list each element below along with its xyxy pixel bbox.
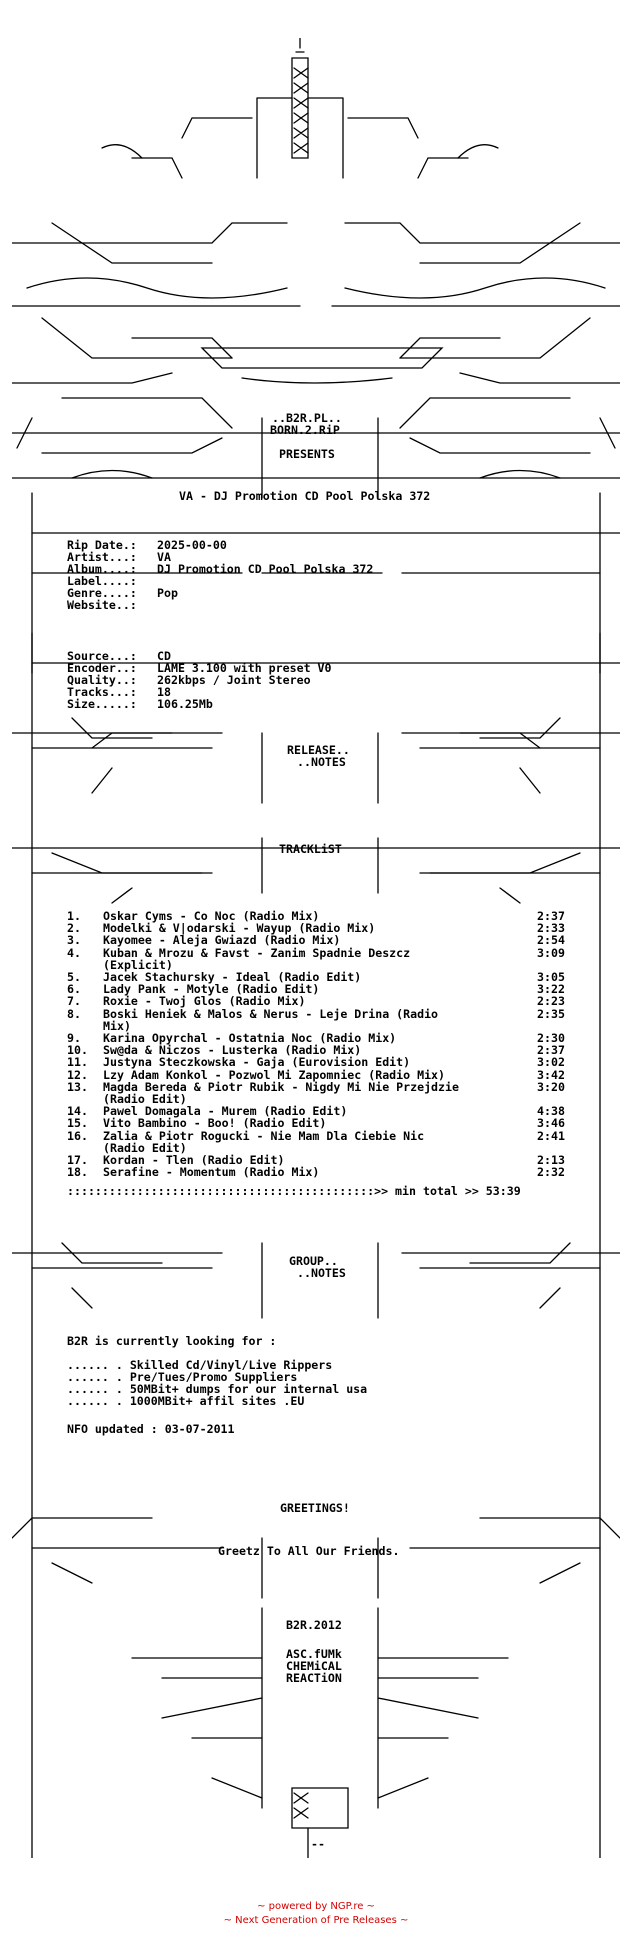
track-time: 2:30 bbox=[537, 1031, 565, 1045]
group-intro: B2R is currently looking for : bbox=[67, 1334, 277, 1348]
source-label: Source...: bbox=[67, 649, 137, 663]
track-number: 16. bbox=[67, 1128, 88, 1143]
quality-label: Quality..: bbox=[67, 673, 137, 687]
nfo-footer bbox=[0, 1900, 632, 1928]
track-title: Oskar Cyms - Co Noc (Radio Mix) bbox=[103, 909, 320, 923]
album-value: DJ Promotion CD Pool Polska 372 bbox=[157, 562, 374, 576]
track-time: 2:37 bbox=[537, 1043, 565, 1058]
source-value: CD bbox=[157, 649, 171, 663]
track-title: Kayomee - Aleja Gwiazd (Radio Mix) bbox=[103, 933, 341, 948]
credit-line: REACTiON bbox=[286, 1671, 342, 1685]
track-number: 12. bbox=[67, 1067, 88, 1082]
encoder-label: Encoder..: bbox=[67, 661, 137, 675]
track-number: 18. bbox=[67, 1165, 88, 1180]
track-time: 3:09 bbox=[537, 945, 565, 960]
total-line: ::::::::::::::::::::::::::::::::::::::::::::>> min total >> 53:39 bbox=[67, 1184, 521, 1198]
release-notes-title-1: RELEASE.. bbox=[287, 743, 350, 757]
track-number: 4. bbox=[67, 945, 81, 960]
track-time: 2:54 bbox=[537, 933, 565, 948]
genre-label: Genre....: bbox=[67, 586, 137, 600]
track-title: Lzy Adam Konkol - Pozwol Mi Zapomniec (Radio Mix) bbox=[103, 1067, 446, 1082]
track-number: 11. bbox=[67, 1055, 88, 1070]
track-number: 15. bbox=[67, 1116, 88, 1131]
track-time: 2:35 bbox=[537, 1006, 565, 1021]
genre-value: Pop bbox=[157, 586, 178, 600]
credit-line: CHEMiCAL bbox=[286, 1659, 342, 1673]
credit-line: ASC.fUMk bbox=[286, 1647, 342, 1661]
tracklist-title: TRACKLiST bbox=[279, 842, 342, 856]
track-time: 3:05 bbox=[537, 970, 565, 984]
group-tag: ..B2R.PL.. bbox=[272, 411, 342, 425]
track-title: Lady Pank - Motyle (Radio Edit) bbox=[103, 982, 320, 997]
credit-line: B2R.2012 bbox=[286, 1618, 342, 1632]
track-time: 4:38 bbox=[537, 1104, 565, 1119]
track-time: 2:32 bbox=[537, 1165, 565, 1180]
group-item: ...... . 1000MBit+ affil sites .EU bbox=[67, 1394, 305, 1408]
rip-date-value: 2025-00-00 bbox=[157, 538, 227, 552]
artist-value: VA bbox=[157, 550, 171, 564]
track-time: 2:13 bbox=[537, 1153, 565, 1167]
track-number: 13. bbox=[67, 1079, 88, 1094]
track-title-continuation: (Explicit) bbox=[103, 957, 173, 972]
greetings-title: GREETINGS! bbox=[280, 1501, 350, 1515]
track-time: 3:46 bbox=[537, 1116, 565, 1131]
track-title: Justyna Steczkowska - Gaja (Eurovision Edit) bbox=[103, 1055, 411, 1070]
track-number: 2. bbox=[67, 921, 81, 936]
track-title: Pawel Domagala - Murem (Radio Edit) bbox=[103, 1104, 348, 1119]
footer-powered-by: ~ powered by NGP.re ~ bbox=[257, 1901, 375, 1912]
track-number: 6. bbox=[67, 982, 81, 997]
track-time: 3:02 bbox=[537, 1055, 565, 1070]
born-line: BORN.2.RiP bbox=[270, 423, 340, 437]
track-number: 9. bbox=[67, 1031, 81, 1045]
group-notes-title-2: ..NOTES bbox=[297, 1266, 346, 1280]
group-notes-title-1: GROUP.. bbox=[289, 1254, 338, 1268]
track-number: 5. bbox=[67, 970, 81, 984]
track-title: Roxie - Twoj Glos (Radio Mix) bbox=[103, 994, 306, 1009]
track-title-continuation: (Radio Edit) bbox=[103, 1092, 187, 1106]
track-time: 3:22 bbox=[537, 982, 565, 997]
track-time: 2:41 bbox=[537, 1128, 565, 1143]
track-time: 3:20 bbox=[537, 1079, 565, 1094]
track-title: Modelki & V|odarski - Wayup (Radio Mix) bbox=[103, 921, 376, 936]
group-item: ...... . 50MBit+ dumps for our internal usa bbox=[67, 1382, 368, 1396]
track-title: Kordan - Tlen (Radio Edit) bbox=[103, 1153, 285, 1167]
track-number: 3. bbox=[67, 933, 81, 948]
album-label: Album....: bbox=[67, 562, 137, 576]
presents-label: PRESENTS bbox=[279, 447, 335, 461]
group-item: ...... . Pre/Tues/Promo Suppliers bbox=[67, 1370, 298, 1384]
track-title: Vito Bambino - Boo! (Radio Edit) bbox=[103, 1116, 327, 1131]
group-item: ...... . Skilled Cd/Vinyl/Live Rippers bbox=[67, 1358, 333, 1372]
footer-tagline: ~ Next Generation of Pre Releases ~ bbox=[223, 1915, 409, 1926]
tracks-label: Tracks...: bbox=[67, 685, 137, 699]
quality-value: 262kbps / Joint Stereo bbox=[157, 673, 311, 687]
track-time: 2:37 bbox=[537, 909, 565, 923]
encoder-value: LAME 3.100 with preset V0 bbox=[157, 661, 332, 675]
track-title-continuation: Mix) bbox=[103, 1018, 131, 1033]
track-title: Karina Opyrchal - Ostatnia Noc (Radio Mix) bbox=[103, 1031, 397, 1045]
tracks-value: 18 bbox=[157, 685, 171, 699]
track-number: 17. bbox=[67, 1153, 88, 1167]
closing-dashes: -- bbox=[311, 1837, 325, 1851]
track-time: 2:33 bbox=[537, 921, 565, 936]
track-time: 3:42 bbox=[537, 1067, 565, 1082]
track-time: 2:23 bbox=[537, 994, 565, 1009]
track-number: 8. bbox=[67, 1006, 81, 1021]
artist-label: Artist...: bbox=[67, 550, 137, 564]
size-value: 106.25Mb bbox=[157, 697, 213, 711]
release-notes-title-2: ..NOTES bbox=[297, 755, 346, 769]
track-title: Serafine - Momentum (Radio Mix) bbox=[103, 1165, 320, 1180]
track-number: 1. bbox=[67, 909, 81, 923]
track-number: 10. bbox=[67, 1043, 88, 1058]
track-title-continuation: (Radio Edit) bbox=[103, 1140, 187, 1155]
size-label: Size.....: bbox=[67, 697, 137, 711]
track-title: Magda Bereda & Piotr Rubik - Nigdy Mi Nie Przejdzie bbox=[103, 1079, 459, 1094]
track-title: Kuban & Mrozu & Favst - Zanim Spadnie Deszcz bbox=[103, 945, 411, 960]
label-label: Label....: bbox=[67, 574, 137, 588]
nfo-ascii-art bbox=[12, 38, 620, 1858]
track-number: 14. bbox=[67, 1104, 88, 1119]
nfo-updated: NFO updated : 03-07-2011 bbox=[67, 1422, 235, 1436]
website-label: Website..: bbox=[67, 598, 137, 612]
release-title: VA - DJ Promotion CD Pool Polska 372 bbox=[179, 489, 431, 503]
greetz-line: Greetz To All Our Friends. bbox=[218, 1544, 400, 1558]
track-title: Zalia & Piotr Rogucki - Nie Mam Dla Ciebie Nic bbox=[103, 1128, 425, 1143]
track-title: Boski Heniek & Malos & Nerus - Leje Drina (Radio bbox=[103, 1006, 439, 1021]
track-title: Sw@da & Niczos - Lusterka (Radio Mix) bbox=[103, 1043, 362, 1058]
track-title: Jacek Stachursky - Ideal (Radio Edit) bbox=[103, 970, 362, 984]
rip-date-label: Rip Date.: bbox=[67, 538, 137, 552]
track-number: 7. bbox=[67, 994, 81, 1009]
